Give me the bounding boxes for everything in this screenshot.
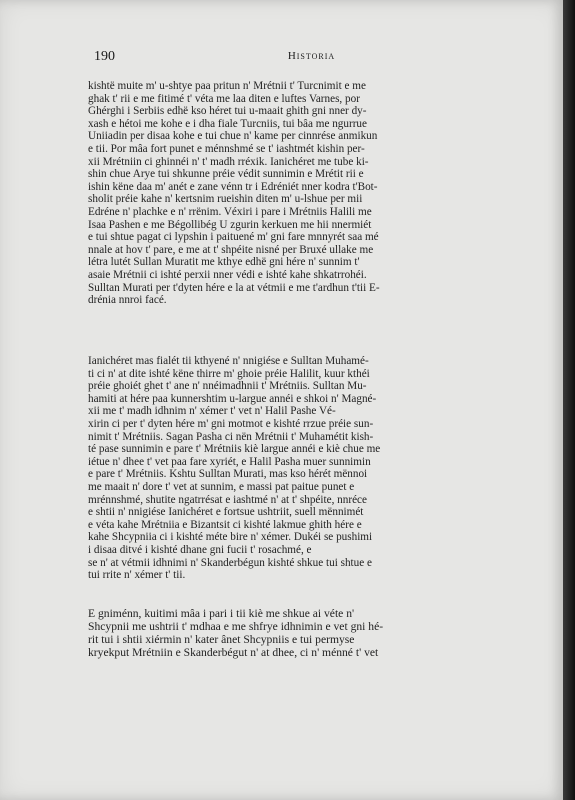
text-line: iétue n' dhee t' vet paa fare xyriét, e Halil Pasha muer sunnimin	[88, 455, 371, 468]
text-line: Sulltan Murati per t'dyten hére e la at vétmii e me t'ardhun t'tii E-	[88, 281, 380, 294]
text-line: drénia nnroi facé.	[88, 294, 167, 307]
text-line: Shcypnii me ushtrii t' mdhaa e me shfrye idhnimin e vet gni hé-	[88, 620, 384, 633]
text-line: kahe Shcypniia ci i kishté méte bire n' xémer. Dukéi se pushimi	[88, 531, 373, 544]
text-line: e véta kahe Mrétniia e Bizantsit ci kishté lakmue ghith hére e	[88, 518, 362, 531]
text-line: té pase sunnimin e pare t' Mrétniis kiè largue annéi e kiè chue me	[88, 443, 381, 456]
text-line: kishtë muite m' u-shtye paa pritun n' Mrétnii t' Turcnimit e me	[88, 80, 366, 92]
text-line: hamiti at hére paa kunnershtim u-largue annéi e shkoi n' Magné-	[88, 392, 377, 405]
text-line: ishin këne daa m' anét e zane vénn tr i Edréniét nner kodra t'Bot-	[88, 180, 378, 193]
text-line: nimit t' Mrétniis. Sagan Pasha ci nën Mrétnii t' Muhamétit kish-	[88, 430, 374, 443]
text-line: rit tui i shtii xiérmin n' kater ânet Shcypniis e tui permyse	[88, 633, 355, 646]
text-line: kryekput Mrétniin e Skanderbégut n' at dhee, ci n' ménné t' vet	[88, 646, 379, 659]
text-line: Uniiadin per disaa kohe e tui chue n' kame per cinnrése anmikun	[88, 130, 378, 143]
paragraph-3	[88, 607, 528, 659]
text-line: e tii. Por mâa fort punet e ménnshmé se t' iashtmét kishin per-	[88, 142, 365, 155]
running-title: Historia	[287, 50, 336, 62]
text-line: Ianichéret mas fialét tii kthyené n' nnigiése e Sulltan Muhamé-	[88, 355, 369, 367]
paragraph-2	[88, 355, 528, 582]
text-line: préie ghoiét ghet t' ane n' nnéimadhnii t' Mrétniis. Sulltan Mu-	[88, 380, 367, 393]
text-line: xii Mrétniin ci ghinnéi n' t' madh rréxik. Ianichéret me tube ki-	[88, 155, 369, 168]
text-line: e tui shtue pagat ci lypshin i paituené m' gni fare mnnyrét saa mé	[88, 231, 379, 244]
text-line: shin chue Arye tui shkunne préie védit sunnimin e Mrétit rii e	[88, 168, 364, 181]
text-line: sholit préie kahe n' kertsnim rueishin diten m' u-lshue per mii	[88, 193, 363, 206]
text-line: tui rrite n' xémer t' tii.	[88, 569, 186, 582]
text-line: e shtii n' nnigiése Ianichéret e fortsue ushtriit, suell mënnimét	[88, 506, 364, 519]
text-line: létra lutét Sullan Muratit me kthye edhë gni hére n' sunnim t'	[88, 256, 360, 269]
text-line: xii me t' madh idhnim n' xémer t' vet n' Halil Pashe Vé-	[88, 405, 336, 418]
text-line: ti ci n' at dite ishté këne thirre m' ghoie préie Halilit, kuur kthéi	[88, 367, 370, 380]
text-line: asaie Mrétnii ci ishté perxii nner védi e ishté kahe shkatrrohéi.	[88, 268, 367, 281]
text-line: ghak t' rii e me fitimé t' véta me laa diten e luftes Varnes, por	[88, 92, 360, 105]
text-line: xash e hétoi me kohe e i dha fiale Turcniis, tui bâa me ngurrue	[88, 117, 367, 130]
text-line: i disaa ditvé i kishté dhane gni fucii t' rosachmé, e	[88, 543, 312, 556]
text-line: mrénnshmé, shutite ngatrrésat e iashtmé n' at t' shpéite, nnréce	[88, 493, 367, 506]
text-line: Isaa Pashen e me Bégollibég U zgurin kerkuen me hii nnermiét	[88, 218, 372, 231]
page-edge-shadow	[563, 0, 575, 800]
text-line: nnale at hov t' pare, e me at t' shpéite nisné per Bruxé ullake me	[88, 243, 374, 256]
text-line: xirin ci per t' dyten hére m' gni motmot e kishté rrzue préie sun-	[88, 417, 374, 430]
page-number: 190	[94, 49, 115, 64]
text-line: me maait n' dore t' vet at sunnim, e massi pat paitue punet e	[88, 480, 355, 493]
text-line: e pare t' Mrétniis. Kshtu Sulltan Murati, mas kso hérét mënnoi	[88, 468, 368, 481]
text-line: Edréne n' plachke e n' rrënim. Véxiri i pare i Mrétniis Halili me	[88, 205, 372, 218]
text-line: Ghérghi i Serbiis edhë kso héret tui u-maait ghith gni nner dy-	[88, 105, 367, 118]
page-header	[94, 49, 529, 69]
text-line: E gniménn, kuitimi mâa i pari i tii kiè me shkue ai véte n'	[88, 607, 355, 620]
paragraph-1	[88, 80, 528, 307]
text-line: se n' at vétmii idhnimi n' Skanderbégun kishté shkue tui shtue e	[88, 556, 372, 569]
